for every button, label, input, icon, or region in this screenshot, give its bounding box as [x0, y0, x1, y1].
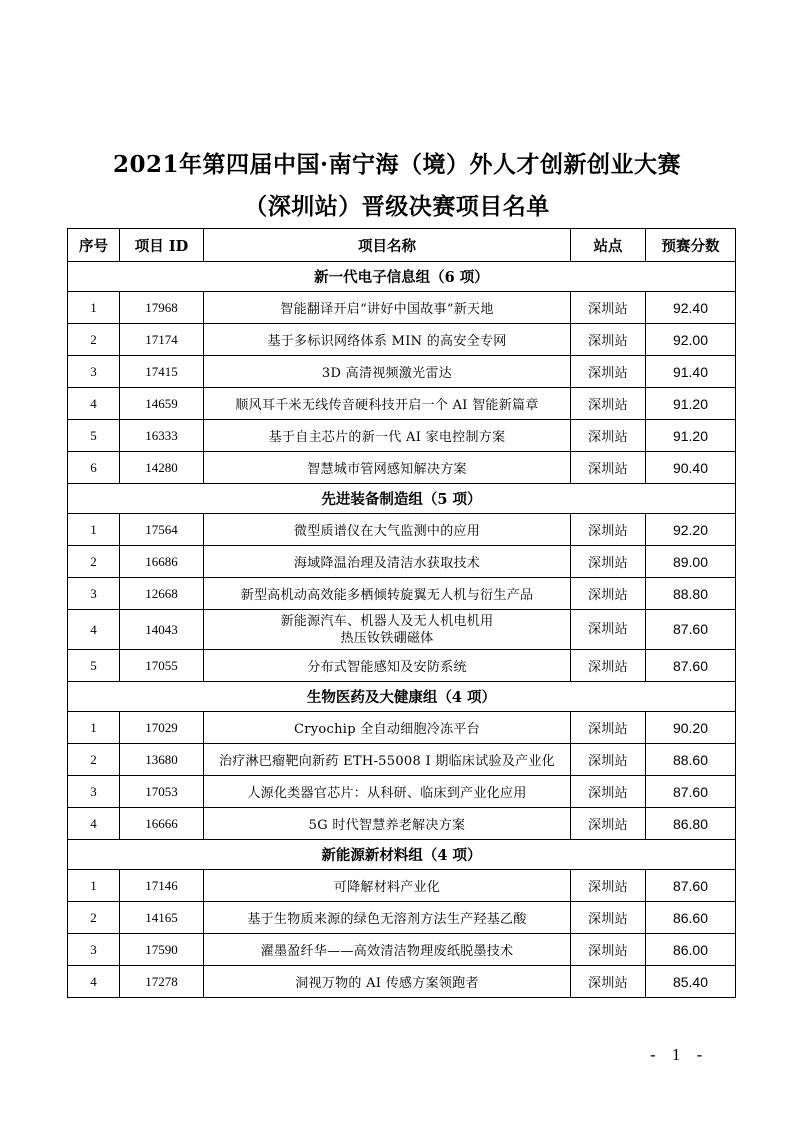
table-row [68, 808, 736, 840]
project-name-line: 分布式智能感知及安防系统 [307, 660, 467, 675]
preliminary-score: 91.20 [646, 420, 736, 452]
station: 深圳站 [571, 356, 646, 388]
project-id: 17278 [120, 966, 204, 998]
header-score: 预赛分数 [646, 229, 736, 262]
project-id: 17146 [120, 870, 204, 902]
project-name-line: 洞视万物的 AI 传感方案领跑者 [295, 976, 479, 991]
project-id: 14280 [120, 452, 204, 484]
group-header-row [68, 840, 736, 870]
preliminary-score: 92.20 [646, 514, 736, 546]
preliminary-score: 92.40 [646, 292, 736, 324]
preliminary-score: 90.40 [646, 452, 736, 484]
preliminary-score: 91.40 [646, 356, 736, 388]
document-title-line-1: 2021年第四届中国·南宁海（境）外人才创新创业大赛 [112, 151, 682, 178]
project-id: 17968 [120, 292, 204, 324]
project-name-line: 微型质谱仪在大气监测中的应用 [293, 524, 481, 539]
table-row [68, 356, 736, 388]
station: 深圳站 [571, 610, 646, 650]
row-number: 1 [68, 712, 120, 744]
group-header-row [68, 682, 736, 712]
station: 深圳站 [571, 452, 646, 484]
project-name-line: 基于多标识网络体系 MIN 的高安全专网 [267, 334, 507, 349]
station: 深圳站 [571, 420, 646, 452]
project-name-line: 濯墨盈纤华——高效清洁物理废纸脱墨技术 [260, 944, 514, 959]
preliminary-score: 87.60 [646, 870, 736, 902]
station: 深圳站 [571, 744, 646, 776]
project-name [204, 452, 571, 484]
table-row [68, 546, 736, 578]
project-name [204, 712, 571, 744]
project-id: 13680 [120, 744, 204, 776]
header-no: 序号 [68, 229, 120, 262]
group-title: 先进装备制造组（5 项） [68, 484, 736, 514]
station: 深圳站 [571, 578, 646, 610]
group-title: 生物医药及大健康组（4 项） [68, 682, 736, 712]
project-name [204, 578, 571, 610]
project-name-line: 基于生物质来源的绿色无溶剂方法生产羟基乙酸 [247, 912, 527, 927]
station: 深圳站 [571, 808, 646, 840]
project-name-line: 新型高机动高效能多栖倾转旋翼无人机与衍生产品 [240, 588, 534, 603]
table-row [68, 578, 736, 610]
row-number: 2 [68, 902, 120, 934]
project-name-line: 海域降温治理及清洁水获取技术 [293, 556, 481, 571]
project-id: 17564 [120, 514, 204, 546]
project-name-line: Cryochip 全自动细胞冷冻平台 [294, 722, 480, 737]
row-number: 1 [68, 514, 120, 546]
project-name-line: 基于自主芯片的新一代 AI 家电控制方案 [268, 430, 506, 445]
project-name-line: 可降解材料产业化 [333, 880, 441, 895]
table-row [68, 388, 736, 420]
project-list-table [67, 228, 736, 998]
page-number: - 1 - [650, 1045, 709, 1064]
table-row [68, 966, 736, 998]
station: 深圳站 [571, 388, 646, 420]
preliminary-score: 86.60 [646, 902, 736, 934]
table-row [68, 420, 736, 452]
preliminary-score: 85.40 [646, 966, 736, 998]
group-title: 新能源新材料组（4 项） [68, 840, 736, 870]
header-station: 站点 [571, 229, 646, 262]
project-name [204, 650, 571, 682]
preliminary-score: 90.20 [646, 712, 736, 744]
project-name [204, 514, 571, 546]
project-id: 16666 [120, 808, 204, 840]
project-id: 17415 [120, 356, 204, 388]
station: 深圳站 [571, 514, 646, 546]
project-name [204, 808, 571, 840]
row-number: 2 [68, 324, 120, 356]
document-title-line-2: （深圳站）晋级决赛项目名单 [244, 193, 550, 220]
table-row [68, 292, 736, 324]
station: 深圳站 [571, 650, 646, 682]
preliminary-score: 87.60 [646, 610, 736, 650]
row-number: 3 [68, 776, 120, 808]
header-project-name: 项目名称 [204, 229, 571, 262]
row-number: 2 [68, 546, 120, 578]
table-row [68, 902, 736, 934]
project-name [204, 546, 571, 578]
project-name [204, 324, 571, 356]
table-row [68, 514, 736, 546]
project-id: 17029 [120, 712, 204, 744]
project-name-line: 智慧城市管网感知解决方案 [307, 462, 467, 477]
project-id: 17053 [120, 776, 204, 808]
preliminary-score: 88.60 [646, 744, 736, 776]
project-name [204, 420, 571, 452]
preliminary-score: 87.60 [646, 776, 736, 808]
project-name [204, 966, 571, 998]
station: 深圳站 [571, 776, 646, 808]
table-row [68, 776, 736, 808]
project-name-line: 热压钕铁硼磁体 [340, 630, 434, 646]
project-name [204, 776, 571, 808]
table-row [68, 934, 736, 966]
table-row [68, 610, 736, 650]
row-number: 1 [68, 870, 120, 902]
preliminary-score: 86.00 [646, 934, 736, 966]
preliminary-score: 91.20 [646, 388, 736, 420]
project-name-line: 人源化类器官芯片：从科研、临床到产业化应用 [247, 786, 527, 801]
project-name [204, 610, 571, 650]
project-id: 14165 [120, 902, 204, 934]
preliminary-score: 87.60 [646, 650, 736, 682]
project-name-line: 3D 高清视频激光雷达 [321, 366, 453, 381]
project-name-line: 治疗淋巴瘤靶向新药 ETH-55008 I 期临床试验及产业化 [218, 754, 556, 769]
table-body [68, 262, 736, 998]
row-number: 4 [68, 966, 120, 998]
row-number: 3 [68, 356, 120, 388]
table-row [68, 324, 736, 356]
project-id: 12668 [120, 578, 204, 610]
preliminary-score: 86.80 [646, 808, 736, 840]
project-name-line: 5G 时代智慧养老解决方案 [308, 818, 466, 833]
group-title: 新一代电子信息组（6 项） [68, 262, 736, 292]
station: 深圳站 [571, 870, 646, 902]
station: 深圳站 [571, 324, 646, 356]
project-name [204, 292, 571, 324]
preliminary-score: 88.80 [646, 578, 736, 610]
row-number: 5 [68, 650, 120, 682]
row-number: 5 [68, 420, 120, 452]
station: 深圳站 [571, 966, 646, 998]
project-name-line: 顺风耳千米无线传音硬科技开启一个 AI 智能新篇章 [235, 398, 539, 413]
station: 深圳站 [571, 902, 646, 934]
project-name-line: 新能源汽车、机器人及无人机电机用 [280, 613, 494, 629]
row-number: 6 [68, 452, 120, 484]
project-id: 17590 [120, 934, 204, 966]
project-name [204, 902, 571, 934]
preliminary-score: 89.00 [646, 546, 736, 578]
station: 深圳站 [571, 712, 646, 744]
row-number: 3 [68, 934, 120, 966]
project-id: 14043 [120, 610, 204, 650]
table-header-row [68, 229, 736, 262]
project-name [204, 934, 571, 966]
table-row [68, 744, 736, 776]
project-id: 16333 [120, 420, 204, 452]
project-id: 17055 [120, 650, 204, 682]
row-number: 2 [68, 744, 120, 776]
row-number: 4 [68, 610, 120, 650]
station: 深圳站 [571, 546, 646, 578]
table-row [68, 712, 736, 744]
station: 深圳站 [571, 934, 646, 966]
group-header-row [68, 484, 736, 514]
preliminary-score: 92.00 [646, 324, 736, 356]
row-number: 4 [68, 388, 120, 420]
table-row [68, 650, 736, 682]
table-row [68, 452, 736, 484]
station: 深圳站 [571, 292, 646, 324]
project-id: 14659 [120, 388, 204, 420]
project-name [204, 356, 571, 388]
header-project-id: 项目 ID [120, 229, 204, 262]
project-id: 16686 [120, 546, 204, 578]
row-number: 3 [68, 578, 120, 610]
row-number: 4 [68, 808, 120, 840]
row-number: 1 [68, 292, 120, 324]
project-name [204, 870, 571, 902]
table-row [68, 870, 736, 902]
group-header-row [68, 262, 736, 292]
project-name [204, 388, 571, 420]
project-name [204, 744, 571, 776]
project-id: 17174 [120, 324, 204, 356]
project-name-line: 智能翻译开启“讲好中国故事”新天地 [280, 302, 494, 317]
